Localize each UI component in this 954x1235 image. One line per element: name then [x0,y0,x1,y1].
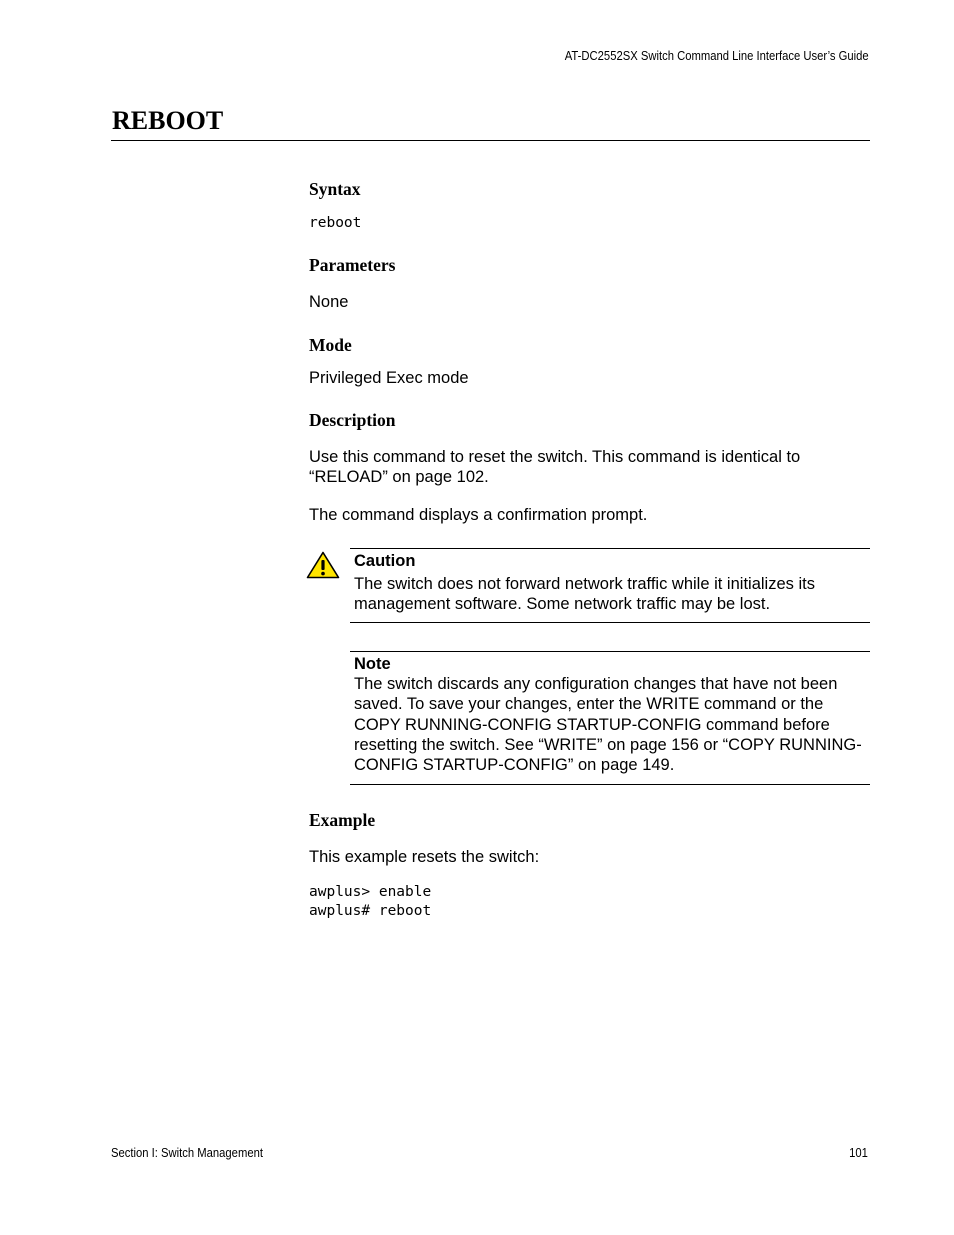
example-code-line: awplus> enable [309,883,432,900]
note-text: The switch discards any configuration changes that have not been saved. To save your changes, enter the WRITE command or the COPY RUNNING-CONFIG STARTUP-CONFIG command before resetting the switch. See “WRITE” on page 156 or “COPY RUNNING-CONFIG STARTUP-CONFIG” on page 149. [354,675,862,775]
syntax-code: reboot [309,215,362,231]
example-heading: Example [309,809,376,830]
note-title: Note [354,655,391,674]
footer-section: Section I: Switch Management [111,1146,263,1160]
page-number: 101 [849,1146,868,1160]
warning-triangle-icon [306,551,340,579]
example-code-line: awplus# reboot [309,903,432,920]
mode-text: Privileged Exec mode [309,368,469,387]
caution-box [350,548,870,624]
description-heading: Description [309,409,396,430]
parameters-heading: Parameters [309,254,396,275]
content-body [309,177,870,922]
example-text: This example resets the switch: [309,847,540,866]
title-rule [111,140,870,141]
mode-heading: Mode [309,334,352,355]
description-paragraph: The command displays a confirmation prompt. [309,505,648,524]
running-header: AT-DC2552SX Switch Command Line Interface User’s Guide [565,49,869,63]
parameters-text: None [309,292,349,311]
page-title: REBOOT [112,106,224,135]
note-box [350,651,870,784]
caution-text: The switch does not forward network traffic while it initializes its management software. Some network traffic may be lost. [354,574,815,613]
caution-title: Caution [354,551,416,570]
syntax-heading: Syntax [309,179,361,199]
description-paragraph: Use this command to reset the switch. This command is identical to “RELOAD” on page 102. [309,447,801,486]
